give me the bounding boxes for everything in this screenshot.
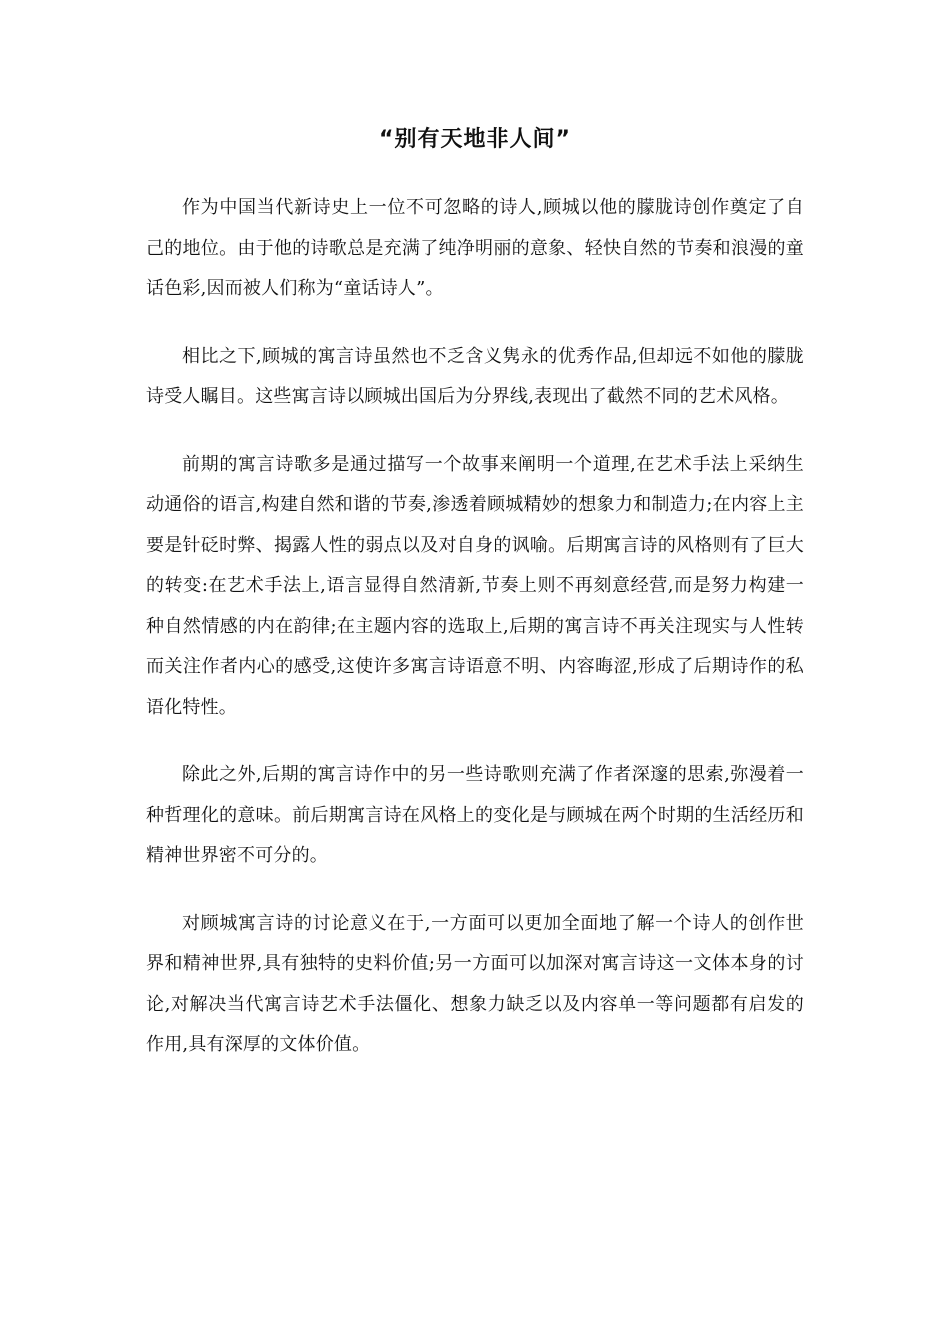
- document-title: “别有天地非人间”: [379, 127, 571, 152]
- paragraph-5: 对顾城寓言诗的讨论意义在于,一方面可以更加全面地了解一个诗人的创作世界和精神世界,具有独特的史料价值;另一方面可以加深对寓言诗这一文体本身的讨论,对解决当代寓言诗艺术手法僵化、想象力缺乏以及内容单一等问题都有启发的作用,具有深厚的文体价值。: [146, 912, 804, 1055]
- paragraph-2: 相比之下,顾城的寓言诗虽然也不乏含义隽永的优秀作品,但却远不如他的朦胧诗受人瞩目。这些寓言诗以顾城出国后为分界线,表现出了截然不同的艺术风格。: [146, 345, 804, 407]
- paragraph-3: 前期的寓言诗歌多是通过描写一个故事来阐明一个道理,在艺术手法上采纳生动通俗的语言,构建自然和谐的节奏,渗透着顾城精妙的想象力和制造力;在内容上主要是针砭时弊、揭露人性的弱点以及对自身的讽喻。后期寓言诗的风格则有了巨大的转变:在艺术手法上,语言显得自然清新,节奏上则不再刻意经营,而是努力构建一种自然情感的内在韵律;在主题内容的选取上,后期的寓言诗不再关注现实与人性转而关注作者内心的感受,这使许多寓言诗语意不明、内容晦涩,形成了后期诗作的私语化特性。: [146, 453, 804, 718]
- paragraph-4: 除此之外,后期的寓言诗作中的另一些诗歌则充满了作者深邃的思索,弥漫着一种哲理化的意味。前后期寓言诗在风格上的变化是与顾城在两个时期的生活经历和精神世界密不可分的。: [146, 764, 804, 866]
- paragraph-1: 作为中国当代新诗史上一位不可忽略的诗人,顾城以他的朦胧诗创作奠定了自己的地位。由于他的诗歌总是充满了纯净明丽的意象、轻快自然的节奏和浪漫的童话色彩,因而被人们称为“童话诗人”。: [146, 197, 804, 299]
